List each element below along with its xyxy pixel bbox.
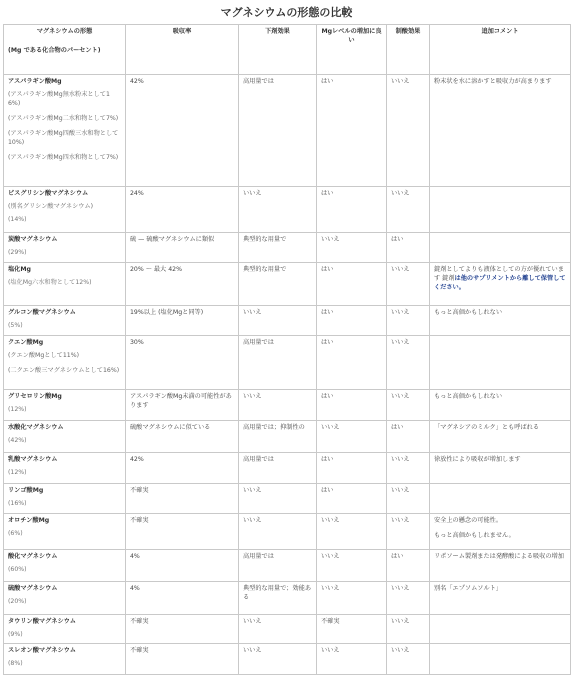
- table-row: [4, 644, 571, 675]
- cell-absorption: 42%: [126, 75, 239, 187]
- form-sub: (アスパラギン酸Mg四水和物として7%): [8, 153, 119, 161]
- cell-laxative: いいえ: [239, 615, 317, 644]
- form-name: グリセロリン酸Mg: [8, 393, 62, 400]
- form-name: ビスグリシン酸マグネシウム: [8, 190, 89, 197]
- cell-comment: [430, 390, 571, 421]
- cell-laxative: いいえ: [239, 644, 317, 675]
- header-laxative: 下剤効果: [239, 25, 317, 75]
- cell-antacid: はい: [387, 550, 430, 582]
- header-antacid: 制酸効果: [387, 25, 430, 75]
- cell-comment: [430, 421, 571, 453]
- form-name: 乳酸マグネシウム: [8, 456, 58, 463]
- cell-form: [4, 421, 126, 453]
- cell-antacid: いいえ: [387, 615, 430, 644]
- table-row: [4, 484, 571, 514]
- header-absorption: 吸収率: [126, 25, 239, 75]
- cell-laxative: 典型的な用量で: [239, 263, 317, 306]
- table-row: [4, 187, 571, 233]
- form-percent: (塩化Mg六水和物として12%): [8, 278, 92, 286]
- cell-antacid: いいえ: [387, 453, 430, 484]
- cell-laxative: いいえ: [239, 187, 317, 233]
- cell-mg-level: はい: [317, 484, 387, 514]
- header-mg-level: Mgレベルの増加に良い: [317, 25, 387, 75]
- cell-laxative: 高用量では: [239, 550, 317, 582]
- cell-laxative: 典型的な用量で: [239, 233, 317, 263]
- cell-comment: [430, 75, 571, 187]
- cell-antacid: いいえ: [387, 306, 430, 336]
- cell-absorption: 不確実: [126, 514, 239, 550]
- form-percent: (12%): [8, 468, 27, 476]
- form-name: 塩化Mg: [8, 266, 31, 273]
- comment-text: 別名「エプソムソルト」: [434, 585, 502, 592]
- cell-form: [4, 336, 126, 390]
- form-percent: (16%): [8, 499, 27, 507]
- cell-comment: [430, 336, 571, 390]
- cell-mg-level: いいえ: [317, 644, 387, 675]
- table-row: [4, 421, 571, 453]
- cell-antacid: はい: [387, 421, 430, 453]
- cell-mg-level: はい: [317, 336, 387, 390]
- cell-comment: [430, 233, 571, 263]
- comment-text: 安全上の懸念の可能性。: [434, 517, 503, 524]
- form-name: リンゴ酸Mg: [8, 487, 44, 494]
- cell-comment: [430, 187, 571, 233]
- cell-antacid: いいえ: [387, 187, 430, 233]
- cell-comment: [430, 453, 571, 484]
- cell-form: [4, 453, 126, 484]
- form-percent: (60%): [8, 565, 27, 573]
- cell-mg-level: いいえ: [317, 421, 387, 453]
- cell-mg-level: はい: [317, 453, 387, 484]
- form-name: オロチン酸Mg: [8, 517, 50, 524]
- cell-absorption: 42%: [126, 453, 239, 484]
- table-row: [4, 306, 571, 336]
- cell-laxative: 高用量では: [239, 453, 317, 484]
- cell-form: [4, 233, 126, 263]
- cell-antacid: いいえ: [387, 263, 430, 306]
- header-form-sub: (Mg である化合物のパーセント): [8, 46, 101, 54]
- cell-comment: [430, 514, 571, 550]
- header-comment: 追加コメント: [430, 25, 571, 75]
- cell-form: [4, 306, 126, 336]
- cell-laxative: いいえ: [239, 390, 317, 421]
- table-row: [4, 75, 571, 187]
- form-name: タウリン酸マグネシウム: [8, 618, 76, 625]
- cell-absorption: 20% ～ 最大 42%: [126, 263, 239, 306]
- form-percent: (14%): [8, 215, 27, 223]
- cell-form: [4, 514, 126, 550]
- page-title: マグネシウムの形態の比較: [220, 6, 353, 19]
- form-percent: (12%): [8, 405, 27, 413]
- cell-absorption: 4%: [126, 582, 239, 615]
- cell-form: [4, 615, 126, 644]
- cell-laxative: 高用量では: [239, 75, 317, 187]
- cell-form: [4, 75, 126, 187]
- form-sub: (アスパラギン酸Mg二水和物として7%): [8, 114, 119, 122]
- form-sub: (二クエン酸三マグネシウムとして16%): [8, 366, 120, 374]
- form-name: グルコン酸マグネシウム: [8, 309, 76, 316]
- table-row: [4, 233, 571, 263]
- cell-form: [4, 484, 126, 514]
- form-sub: (別名グリシン酸マグネシウム): [8, 202, 93, 210]
- comment-text: もっと高価かもしれない: [434, 309, 503, 316]
- cell-mg-level: はい: [317, 306, 387, 336]
- cell-form: [4, 582, 126, 615]
- cell-antacid: いいえ: [387, 582, 430, 615]
- cell-mg-level: いいえ: [317, 514, 387, 550]
- form-sub: (アスパラギン酸Mg無水粉末として16%): [8, 90, 110, 107]
- comment-text: 徐放性により吸収が増加します: [434, 456, 521, 463]
- cell-antacid: いいえ: [387, 390, 430, 421]
- form-name: アスパラギン酸Mg: [8, 78, 62, 85]
- table-row: [4, 550, 571, 582]
- cell-comment: [430, 550, 571, 582]
- cell-absorption: 硫 — 硫酸マグネシウムに類似: [126, 233, 239, 263]
- header-form-label: マグネシウムの形態: [36, 28, 93, 35]
- cell-absorption: 19%以上 (塩化Mgと同等): [126, 306, 239, 336]
- cell-mg-level: はい: [317, 390, 387, 421]
- cell-mg-level: はい: [317, 263, 387, 306]
- table-row: [4, 582, 571, 615]
- table-row: [4, 336, 571, 390]
- cell-form: [4, 263, 126, 306]
- comment-emphasis: は他のサプリメントから離して保管してください。: [434, 274, 566, 291]
- form-percent: (8%): [8, 659, 23, 667]
- form-percent: (9%): [8, 630, 23, 638]
- comment-text: 「マグネシアのミルク」とも呼ばれる: [434, 424, 540, 431]
- comment-text: もっと高価かもしれない: [434, 393, 503, 400]
- cell-absorption: 硫酸マグネシウムに似ている: [126, 421, 239, 453]
- cell-form: [4, 390, 126, 421]
- cell-laxative: いいえ: [239, 306, 317, 336]
- form-name: 酸化マグネシウム: [8, 553, 58, 560]
- cell-form: [4, 550, 126, 582]
- cell-antacid: いいえ: [387, 75, 430, 187]
- cell-absorption: 不確実: [126, 644, 239, 675]
- cell-laxative: いいえ: [239, 514, 317, 550]
- cell-mg-level: 不確実: [317, 615, 387, 644]
- cell-absorption: 不確実: [126, 615, 239, 644]
- cell-comment: [430, 306, 571, 336]
- form-percent: (29%): [8, 248, 27, 256]
- form-name: 炭酸マグネシウム: [8, 236, 58, 243]
- cell-mg-level: いいえ: [317, 550, 387, 582]
- form-sub: (クエン酸Mgとして11%): [8, 351, 80, 359]
- cell-laxative: 高用量では；抑制性の: [239, 421, 317, 453]
- cell-form: [4, 187, 126, 233]
- cell-absorption: アスパラギン酸Mg未満の可能性があります: [126, 390, 239, 421]
- cell-antacid: いいえ: [387, 484, 430, 514]
- cell-absorption: 不確実: [126, 484, 239, 514]
- comment-text: 粉末状を水に溶かすと吸収力が高まります: [434, 78, 552, 85]
- form-percent: (20%): [8, 597, 27, 605]
- cell-laxative: 典型的な用量で；効能ある: [239, 582, 317, 615]
- table-row: [4, 453, 571, 484]
- table-row: [4, 263, 571, 306]
- cell-laxative: いいえ: [239, 484, 317, 514]
- form-name: スレオン酸マグネシウム: [8, 647, 76, 654]
- comparison-table: [3, 24, 571, 675]
- form-percent: (42%): [8, 436, 27, 444]
- table-row: [4, 615, 571, 644]
- cell-comment: [430, 644, 571, 675]
- cell-mg-level: いいえ: [317, 582, 387, 615]
- header-form: [4, 25, 126, 75]
- form-name: クエン酸Mg: [8, 339, 44, 346]
- table-row: [4, 390, 571, 421]
- cell-laxative: 高用量では: [239, 336, 317, 390]
- cell-comment: [430, 263, 571, 306]
- cell-absorption: 4%: [126, 550, 239, 582]
- comment-text-2: もっと高価かもしれません。: [434, 531, 515, 539]
- table-row: [4, 514, 571, 550]
- comment-text: 錠剤としてよりも液体としての方が優れています 錠剤: [434, 266, 564, 282]
- header-row: [4, 25, 571, 75]
- cell-comment: [430, 484, 571, 514]
- cell-form: [4, 644, 126, 675]
- cell-antacid: はい: [387, 233, 430, 263]
- cell-mg-level: はい: [317, 75, 387, 187]
- cell-antacid: いいえ: [387, 336, 430, 390]
- form-percent: (5%): [8, 321, 23, 329]
- cell-absorption: 30%: [126, 336, 239, 390]
- cell-mg-level: はい: [317, 187, 387, 233]
- cell-absorption: 24%: [126, 187, 239, 233]
- cell-mg-level: いいえ: [317, 233, 387, 263]
- cell-antacid: いいえ: [387, 644, 430, 675]
- form-sub: (アスパラギン酸Mg四酸三水和物として10%): [8, 129, 119, 146]
- table-body: [4, 75, 571, 675]
- form-percent: (6%): [8, 529, 23, 537]
- form-name: 硫酸マグネシウム: [8, 585, 58, 592]
- cell-comment: [430, 615, 571, 644]
- form-name: 水酸化マグネシウム: [8, 424, 64, 431]
- cell-antacid: いいえ: [387, 514, 430, 550]
- comment-text: リポソーム製剤または発酵酸による吸収の増加: [434, 553, 564, 560]
- cell-comment: [430, 582, 571, 615]
